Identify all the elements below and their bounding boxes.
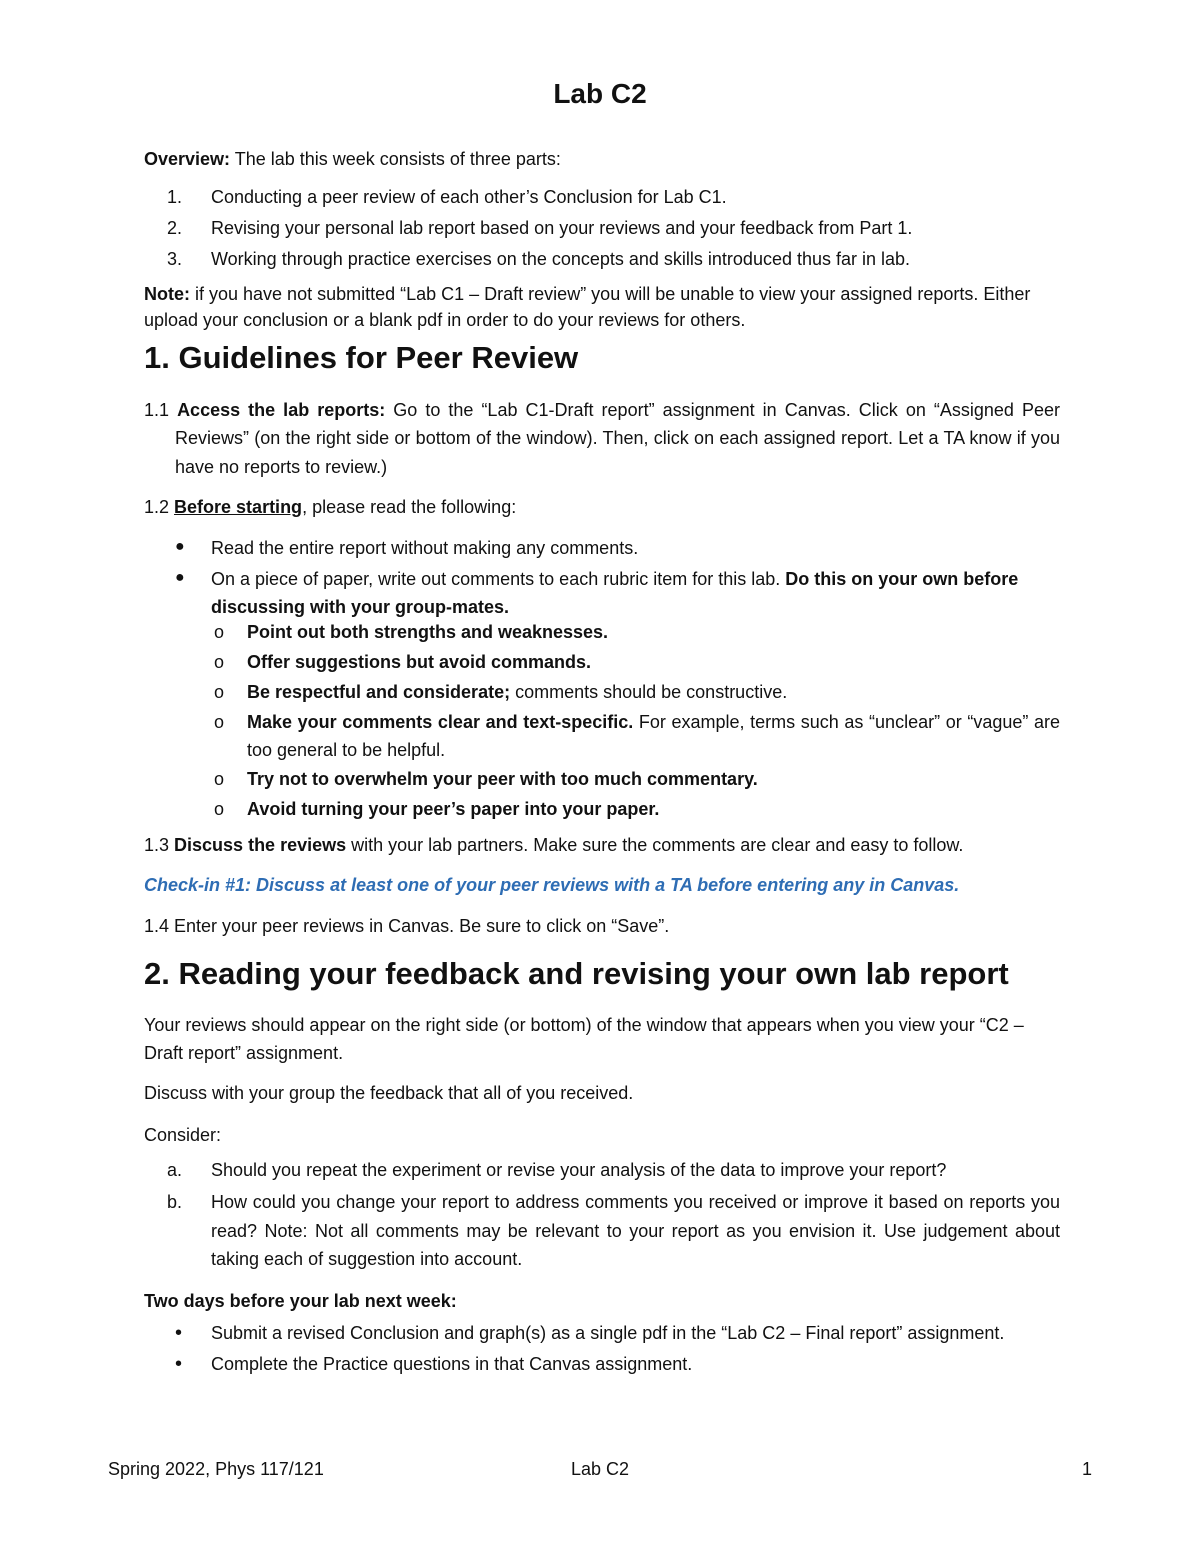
section-2-intro: Your reviews should appear on the right side (or bottom) of the window that appears when you view your “C2 – Draft report” assignment. [144,1015,1024,1063]
review-sub-bullets [144,619,1060,826]
list-item [144,766,1060,794]
checkin-note: Check-in #1: Discuss at least one of your peer reviews with a TA before entering any in Canvas. [144,875,960,895]
step-text: , please read the following: [302,497,517,517]
list-item-bold: Do this on your own before discussing with your group-mates. [211,569,1019,617]
list-item [144,796,1060,824]
bullet-icon: o [214,769,225,790]
list-marker: 1. [167,187,183,207]
page-title: Lab C2 [553,78,647,109]
step-number: 1.2 [144,497,175,517]
list-item [144,1188,1060,1273]
bullet-icon: o [214,622,225,642]
list-item [144,649,1060,677]
overview-paragraph [144,146,1060,173]
step-label: Discuss the reviews [174,835,347,855]
review-bullets [144,535,1060,626]
list-item-text: Read the entire report without making any comments. [211,538,639,558]
list-item-text: Revising your personal lab report based on your reviews and your feedback from Part 1. [211,218,913,238]
bullet-icon: ● [175,569,185,586]
list-item-text: Point out both strengths and weaknesses. [247,622,609,642]
step-label: Before starting [174,497,303,517]
footer-left: Spring 2022, Phys 117/121 [108,1459,324,1479]
overview-list [144,184,1060,277]
list-item [144,184,1060,211]
list-item [144,566,1060,622]
list-item [144,246,1060,273]
list-item-text: How could you change your report to address comments you received or improve it based on reports you read? Note: Not all comments may be relevant to your report as you envision it. Use judgement about taking each of suggestion into account. [211,1192,1060,1270]
list-item [144,1320,1060,1347]
list-item [144,1351,1060,1378]
list-marker: 3. [167,249,183,269]
footer-page-number: 1 [1081,1459,1092,1479]
note-paragraph [144,281,1060,333]
list-item [144,535,1060,562]
list-item-text: For example, terms such as “unclear” or “vague” are too general to be helpful. [247,711,1060,760]
note-label: Note: [144,284,190,304]
step-text: with your lab partners. Make sure the comments are clear and easy to follow. [346,835,964,855]
list-item-text: comments should be constructive. [510,681,788,702]
two-days-heading [144,1288,1060,1315]
list-item [144,679,1060,707]
step-1-1 [144,396,1060,481]
step-label: Access the lab reports: [177,400,386,420]
bullet-icon: ● [175,538,185,555]
list-marker: b. [167,1192,183,1213]
section-2-discuss: Discuss with your group the feedback that all of you received. [144,1083,634,1103]
list-item-text: Submit a revised Conclusion and graph(s) as a single pdf in the “Lab C2 – Final report” assignment. [211,1323,1005,1343]
bullet-icon: o [214,651,225,672]
list-item [144,215,1060,242]
list-marker: 2. [167,218,183,238]
list-item-text: Complete the Practice questions in that Canvas assignment. [211,1354,693,1374]
step-1-3 [144,832,1060,859]
list-item-text: On a piece of paper, write out comments to each rubric item for this lab. [211,569,786,589]
list-item-text: Working through practice exercises on the concepts and skills introduced thus far in lab. [211,249,911,269]
section-2-heading: 2. Reading your feedback and revising your own lab report [144,956,1009,991]
overview-text: The lab this week consists of three parts: [230,149,561,169]
step-1-2 [144,494,1060,521]
bullet-icon: • [175,1322,183,1344]
step-1-4: 1.4 Enter your peer reviews in Canvas. Be sure to click on “Save”. [144,916,670,936]
bullet-icon: o [214,711,225,732]
list-item-text: Should you repeat the experiment or revise your analysis of the data to improve your report? [211,1160,947,1180]
bullet-icon: o [214,681,225,702]
consider-label: Consider: [144,1125,222,1145]
overview-label: Overview: [144,149,231,169]
step-number: 1.1 [144,400,178,420]
bullet-icon: • [175,1353,183,1375]
final-bullets [144,1320,1060,1382]
list-item-text: Conducting a peer review of each other’s Conclusion for Lab C1. [211,187,727,207]
list-item-text: Offer suggestions but avoid commands. [247,651,592,672]
list-item [144,709,1060,765]
step-text: Go to the “Lab C1-Draft report” assignment in Canvas. Click on “Assigned Peer Reviews” (on the right side or bottom of the window). Then, click on each assigned report. Let a TA know if you have no reports to review.) [175,400,1060,477]
footer-center: Lab C2 [570,1459,630,1479]
bullet-icon: o [214,799,225,820]
list-marker: a. [167,1160,183,1180]
list-item-bold: Be respectful and considerate; [247,681,511,702]
list-item-text: Try not to overwhelm your peer with too much commentary. [247,769,758,790]
two-days-label: Two days before your lab next week: [144,1291,457,1311]
consider-list [144,1156,1060,1278]
section-1-heading: 1. Guidelines for Peer Review [144,340,579,375]
list-item-bold: Make your comments clear and text-specific. [247,711,634,732]
step-number: 1.3 [144,835,175,855]
note-text: if you have not submitted “Lab C1 – Draft review” you will be unable to view your assigned reports. Either upload your conclusion or a blank pdf in order to do your reviews for others. [144,284,1031,331]
list-item [144,1156,1060,1184]
list-item [144,619,1060,647]
list-item-text: Avoid turning your peer’s paper into your paper. [247,799,660,820]
